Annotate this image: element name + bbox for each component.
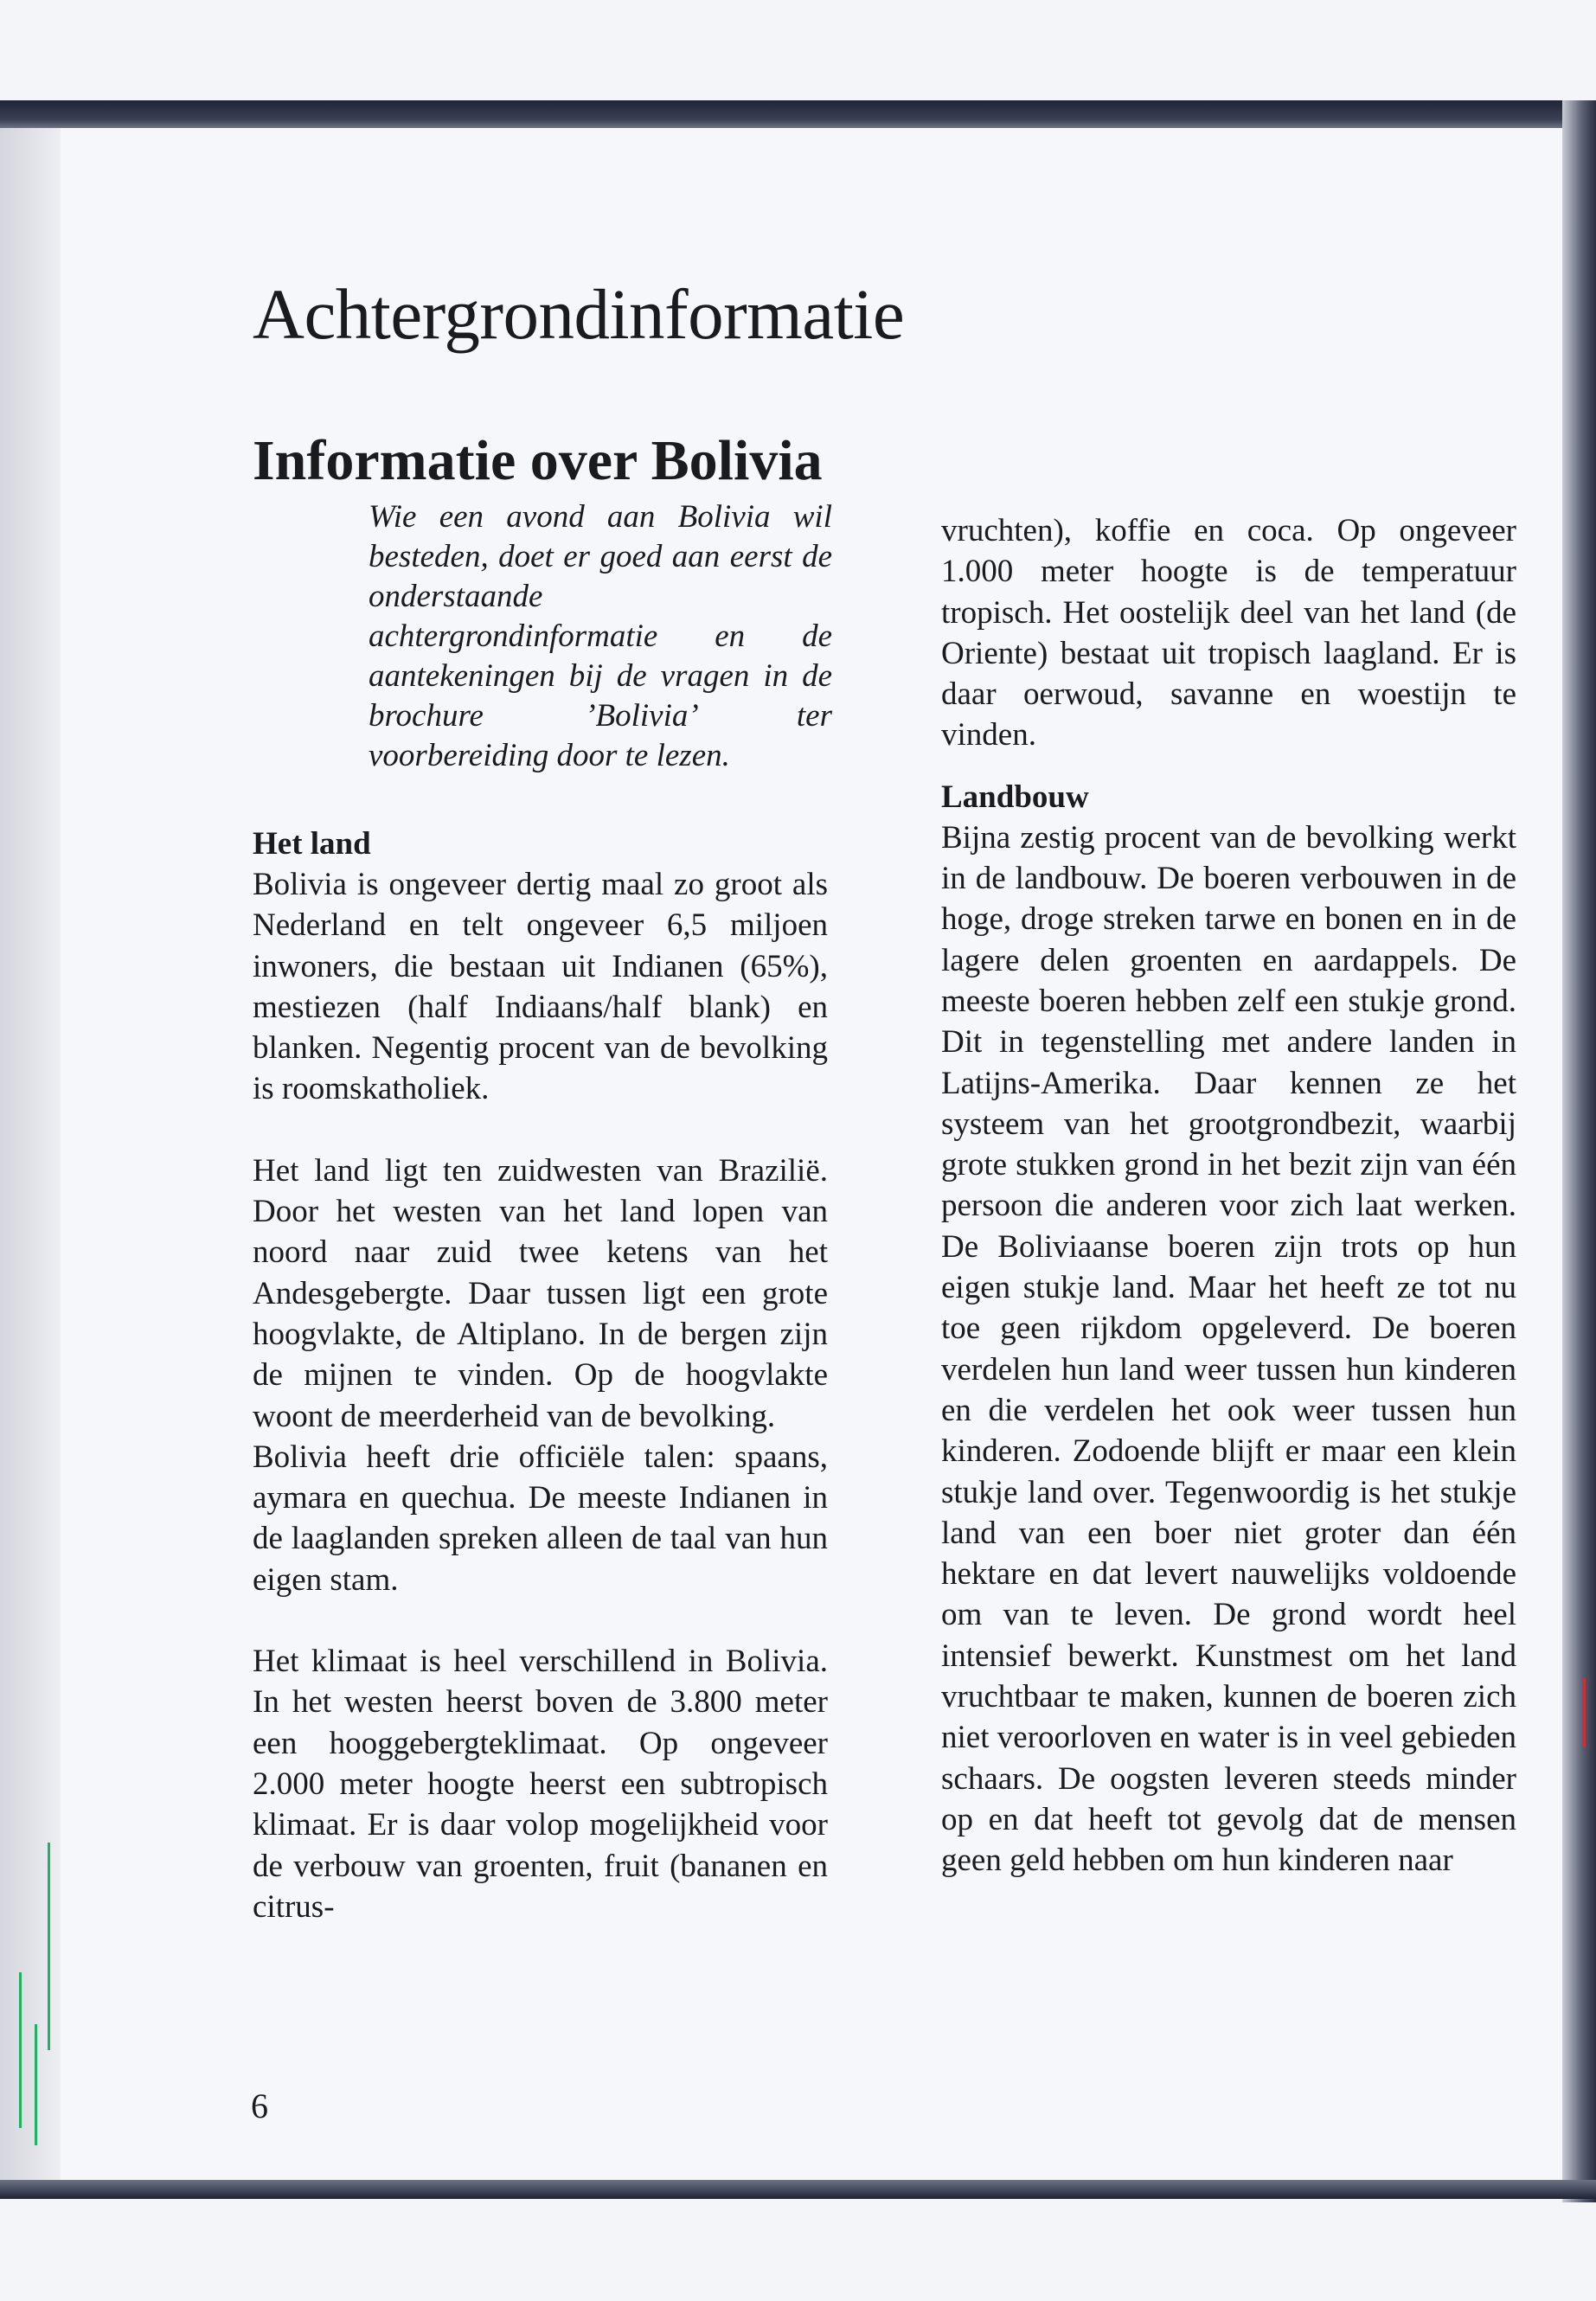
book-spine-edge — [1562, 100, 1596, 2202]
body-paragraph: Bolivia is ongeveer dertig maal zo groot als Nederland en telt ongeveer 6,5 miljoen inwoners, die bestaan uit Indianen (65%), mestiezen (half Indiaans/half blank) en blanken. Negentig procent van de bevolking is roomskatholiek. — [253, 867, 828, 1107]
page-title: Achtergrondinformatie — [253, 274, 905, 354]
body-paragraph: Bolivia heeft drie officiële talen: spaans, aymara en quechua. De meeste Indianen in de laaglanden spreken alleen de taal van hun eigen stam. — [253, 1439, 828, 1598]
page-edge-mark — [48, 1843, 50, 2050]
book-page-stack — [0, 128, 61, 2180]
body-paragraph: Het land ligt ten zuidwesten van Brazilië. Door het westen van het land lopen van noord naar zuid twee ketens van het Andesgebergte. Daar tussen ligt een grote hoogvlakte, de Altiplano. In de bergen zijn de mijnen te vinden. Op de hoogvlakte woont de meerderheid van de bevolking. — [253, 1152, 828, 1434]
section-heading: Het land — [253, 826, 371, 862]
page-edge-mark — [19, 1972, 22, 2128]
right-column — [941, 510, 1516, 1881]
intro-paragraph: Wie een avond aan Bolivia wil besteden, doet er goed aan eerst de onderstaande achtergrondinformatie en de aantekeningen bij de vragen in de brochure ’Bolivia’ ter voorbereiding door te lezen. — [369, 499, 832, 773]
body-paragraph: Bijna zestig procent van de bevolking werkt in de landbouw. De boeren verbouwen in de hoge, droge streken tarwe en bonen en in de lagere delen groenten en aardappels. De meeste boeren hebben zelf een stukje grond. Dit in tegenstelling met andere landen in Latijns-Amerika. Daar kennen ze het systeem van het grootgrondbezit, waarbij grote stukken grond in het bezit zijn van één persoon die anderen voor zich laat werken. De Boliviaanse boeren zijn trots op hun eigen stukje land. Maar het heeft ze tot nu toe geen rijkdom opgeleverd. De boeren verdelen hun land weer tussen hun kinderen en die verdelen het ook weer tussen hun kinderen. Zodoende blijft er maar een klein stukje land over. Tegenwoordig is het stukje land van een boer niet groter dan één hektare en dat levert nauwelijks voldoende om van te leven. De grond wordt heel intensief bewerkt. Kunstmest om het land vruchtbaar te maken, kunnen de boeren zich niet veroorloven en water is in veel gebieden schaars. De oogsten leveren steeds minder op en dat heeft tot gevolg dat de mensen geen geld hebben om hun kinderen naar — [941, 819, 1516, 1879]
section-heading: Landbouw — [941, 779, 1089, 815]
body-paragraph: Het klimaat is heel verschillend in Bolivia. In het westen heerst boven de 3.800 meter een hooggebergteklimaat. Op ongeveer 2.000 meter hoogte heerst een subtropisch klimaat. Er is daar volop mogelijkheid voor de verbouw van groenten, fruit (bananen en citrus- — [253, 1644, 828, 1925]
page-edge-mark — [35, 2024, 37, 2145]
left-column — [253, 824, 828, 1927]
page-subtitle: Informatie over Bolivia — [253, 429, 823, 492]
page-number: 6 — [251, 2086, 268, 2125]
book-bottom-edge — [0, 2180, 1596, 2199]
body-paragraph: vruchten), koffie en coca. Op ongeveer 1.000 meter hoogte is de temperatuur tropisch. Het oostelijk deel van het land (de Oriente) bestaat uit tropisch laagland. Er is daar oerwoud, savanne en woestijn te vinden. — [941, 513, 1516, 753]
book-top-edge — [0, 100, 1596, 128]
page-edge-mark — [1583, 1678, 1586, 1747]
